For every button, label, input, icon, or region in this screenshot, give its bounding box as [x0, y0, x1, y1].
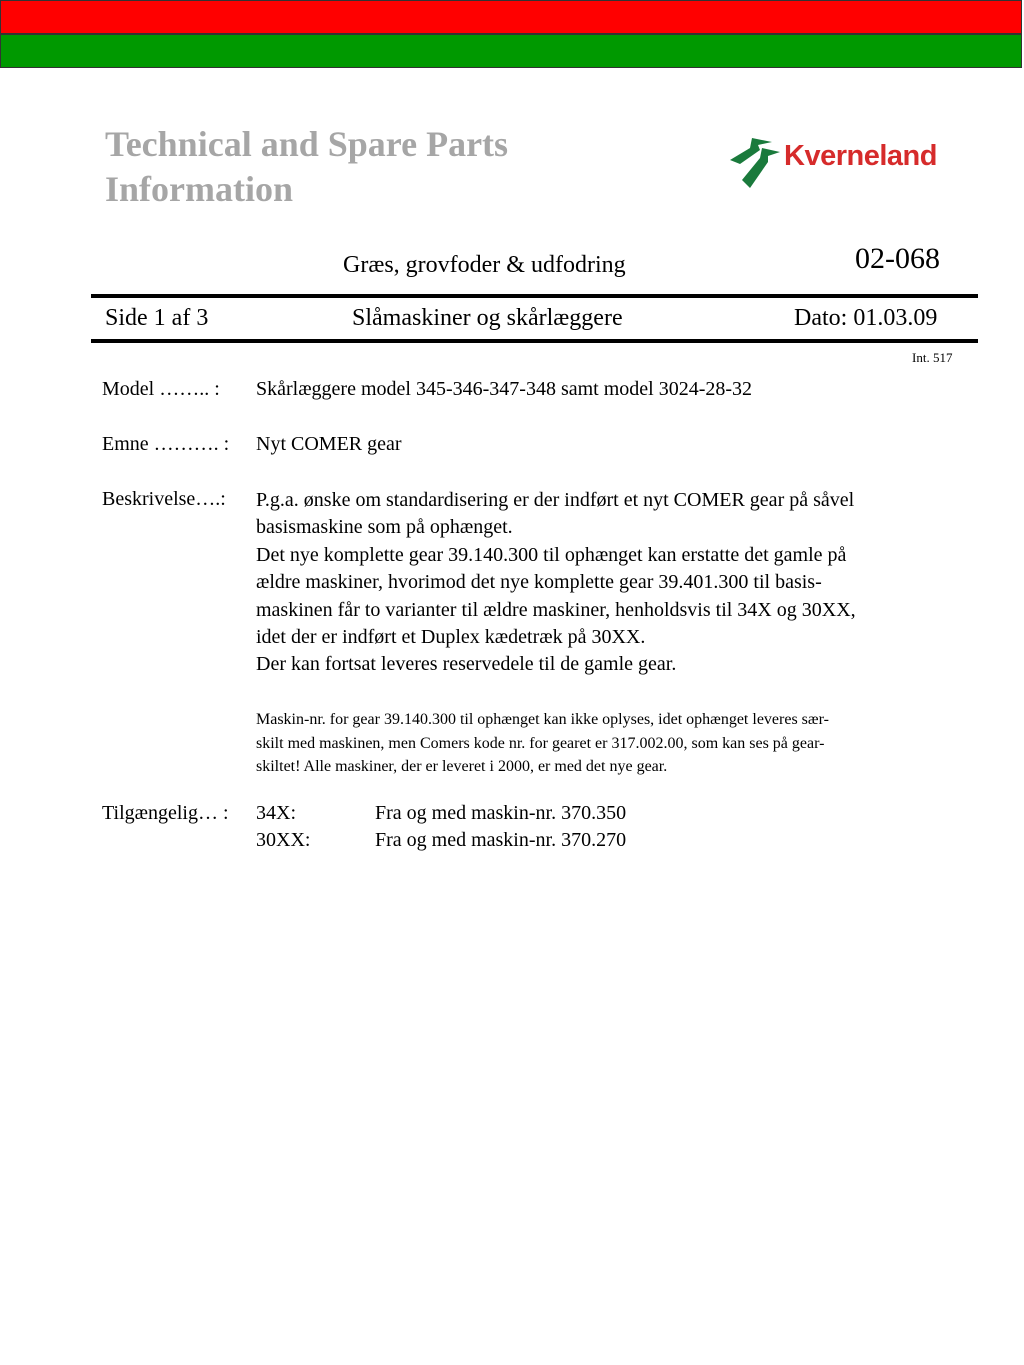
- model-label: Model …….. :: [102, 378, 220, 400]
- description-line: Der kan fortsat leveres reservedele til de gamle gear.: [256, 653, 677, 676]
- document-title: [105, 122, 625, 212]
- note-text: [256, 708, 829, 779]
- note-line: Maskin-nr. for gear 39.140.300 til ophænget kan ikke oplyses, idet ophænget leveres sær-: [256, 711, 829, 728]
- emne-value: Nyt COMER gear: [256, 433, 402, 455]
- beskrivelse-label: Beskrivelse….:: [102, 488, 226, 510]
- internal-number: Int. 517: [912, 350, 953, 365]
- document-date: Dato: 01.03.09: [794, 305, 938, 331]
- description-line: P.g.a. ønske om standardisering er der indført et nyt COMER gear på såvel: [256, 489, 855, 511]
- document-number: 02-068: [855, 242, 940, 275]
- description-text: [256, 487, 856, 679]
- kverneland-arrow-mark-icon: [728, 136, 782, 192]
- top-red-band: [0, 0, 1022, 34]
- description-line: maskinen får to varianter til ældre maskiner, henholdsvis til 34X og 30XX,: [256, 598, 856, 621]
- category-heading: Græs, grovfoder & udfodring: [343, 252, 626, 278]
- emne-label: Emne ………. :: [102, 433, 230, 455]
- page-indicator: Side 1 af 3: [105, 305, 209, 331]
- availability-from: Fra og med maskin-nr. 370.270: [375, 829, 627, 851]
- description-line: basismaskine som på ophænget.: [256, 516, 513, 539]
- header-rule-top: [91, 294, 978, 298]
- availability-model: 30XX:: [256, 829, 311, 851]
- kverneland-logo: [728, 136, 968, 192]
- tilgaengelig-label: Tilgængelig… :: [102, 802, 229, 824]
- title-line-2: Information: [105, 169, 293, 209]
- description-line: idet der er indført et Duplex kædetræk på 30XX.: [256, 626, 646, 649]
- header-rule-bottom: [91, 339, 978, 343]
- description-line: Det nye komplette gear 39.140.300 til ophænget kan erstatte det gamle på: [256, 543, 847, 566]
- note-line: skiltet! Alle maskiner, der er leveret i 2000, er med det nye gear.: [256, 758, 668, 775]
- availability-model: 34X:: [256, 802, 296, 824]
- availability-from: Fra og med maskin-nr. 370.350: [375, 802, 627, 824]
- logo-wordmark: Kverneland: [784, 140, 937, 172]
- description-line: ældre maskiner, hvorimod det nye komplette gear 39.401.300 til basis-: [256, 571, 822, 594]
- title-line-1: Technical and Spare Parts: [105, 124, 509, 164]
- model-value: Skårlæggere model 345-346-347-348 samt model 3024-28-32: [256, 378, 753, 400]
- note-line: skilt med maskinen, men Comers kode nr. for gearet er 317.002.00, som kan ses på gear-: [256, 734, 825, 752]
- top-green-band: [0, 34, 1022, 68]
- subject-heading: Slåmaskiner og skårlæggere: [352, 305, 623, 331]
